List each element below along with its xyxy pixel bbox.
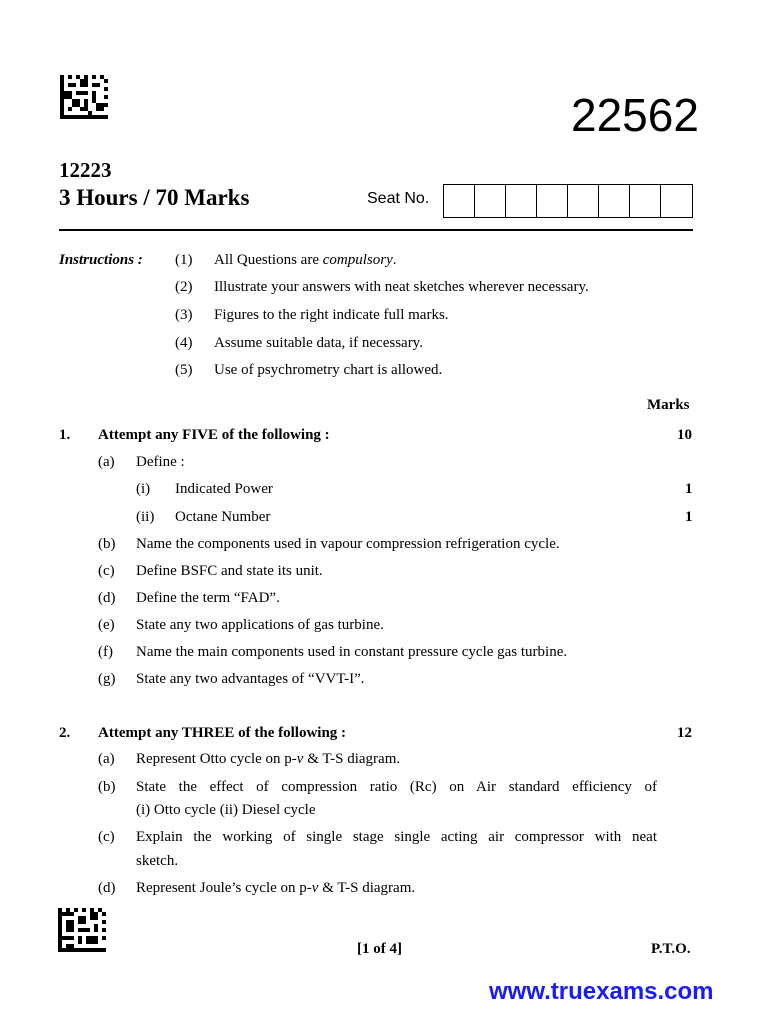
instruction-number: (3) <box>175 307 193 323</box>
sub-question-text: State the effect of compression ratio (Rc) on Air standard efficiency of <box>136 779 657 795</box>
website-link[interactable]: www.truexams.com <box>489 978 714 1005</box>
seat-digit-box[interactable] <box>444 185 475 217</box>
sub-question-text: Name the components used in vapour compression refrigeration cycle. <box>136 536 560 552</box>
seat-digit-box[interactable] <box>630 185 661 217</box>
sub-question-text: Define BSFC and state its unit. <box>136 563 323 579</box>
question-number: 1. <box>59 427 71 443</box>
seat-digit-box[interactable] <box>599 185 630 217</box>
instruction-number: (1) <box>175 252 193 268</box>
sub-question-text: Explain the working of single stage single acting air compressor with neat <box>136 829 657 845</box>
question-title: Attempt any THREE of the following : <box>98 725 347 741</box>
question-marks: 10 <box>677 427 692 443</box>
sub-question-label: (a) <box>98 454 115 470</box>
sub-question-text: Define : <box>136 454 185 470</box>
sub-question-label: (e) <box>98 617 115 633</box>
question-number: 2. <box>59 725 71 741</box>
seat-digit-box[interactable] <box>568 185 599 217</box>
sub-question-text: Name the main components used in constant pressure cycle gas turbine. <box>136 644 568 660</box>
header-divider <box>59 229 693 231</box>
sub-question-label: (f) <box>98 644 113 660</box>
seat-no-boxes[interactable] <box>443 184 693 218</box>
instruction-text: Illustrate your answers with neat sketches wherever necessary. <box>214 279 589 295</box>
sub-question-text-continued: (i) Otto cycle (ii) Diesel cycle <box>136 802 316 818</box>
sub-part-marks: 1 <box>685 509 693 525</box>
instruction-text: Assume suitable data, if necessary. <box>214 335 423 351</box>
seat-digit-box[interactable] <box>506 185 537 217</box>
sub-question-text: Represent Otto cycle on p-v & T-S diagram. <box>136 751 401 767</box>
instruction-text: All Questions are compulsory. <box>214 252 397 268</box>
sub-question-label: (d) <box>98 590 116 606</box>
sub-part-marks: 1 <box>685 481 693 497</box>
seat-no-label: Seat No. <box>367 190 430 207</box>
sub-question-text: Define the term “FAD”. <box>136 590 280 606</box>
paper-number: 22562 <box>571 89 699 141</box>
sub-question-label: (c) <box>98 829 115 845</box>
sub-question-text-continued: sketch. <box>136 853 179 869</box>
instruction-number: (4) <box>175 335 193 351</box>
datamatrix-bottom-icon <box>58 908 106 952</box>
sub-question-text: State any two applications of gas turbine. <box>136 617 384 633</box>
question-marks: 12 <box>677 725 692 741</box>
sub-part-text: Indicated Power <box>175 481 273 497</box>
sub-question-text: Represent Joule’s cycle on p-v & T-S diagram. <box>136 880 416 896</box>
seat-digit-box[interactable] <box>475 185 506 217</box>
page-indicator: [1 of 4] <box>357 941 402 957</box>
exam-duration-marks: 3 Hours / 70 Marks <box>59 185 250 210</box>
seat-digit-box[interactable] <box>661 185 692 217</box>
datamatrix-top-icon <box>60 75 108 119</box>
sub-question-label: (g) <box>98 671 116 687</box>
instruction-text: Figures to the right indicate full marks. <box>214 307 449 323</box>
sub-part-label: (i) <box>136 481 151 497</box>
question-title: Attempt any FIVE of the following : <box>98 427 330 443</box>
seat-digit-box[interactable] <box>537 185 568 217</box>
pto-label: P.T.O. <box>651 941 691 957</box>
instructions-title: Instructions : <box>59 252 143 268</box>
instruction-number: (2) <box>175 279 193 295</box>
sub-part-label: (ii) <box>136 509 155 525</box>
sub-question-label: (a) <box>98 751 115 767</box>
sub-question-label: (b) <box>98 779 116 795</box>
sub-question-label: (c) <box>98 563 115 579</box>
marks-heading: Marks <box>647 397 690 413</box>
sub-question-text: State any two advantages of “VVT-I”. <box>136 671 365 687</box>
sub-question-label: (b) <box>98 536 116 552</box>
instruction-text: Use of psychrometry chart is allowed. <box>214 362 443 378</box>
sub-part-text: Octane Number <box>175 509 271 525</box>
sub-question-label: (d) <box>98 880 116 896</box>
paper-code: 12223 <box>59 158 112 182</box>
instruction-number: (5) <box>175 362 193 378</box>
